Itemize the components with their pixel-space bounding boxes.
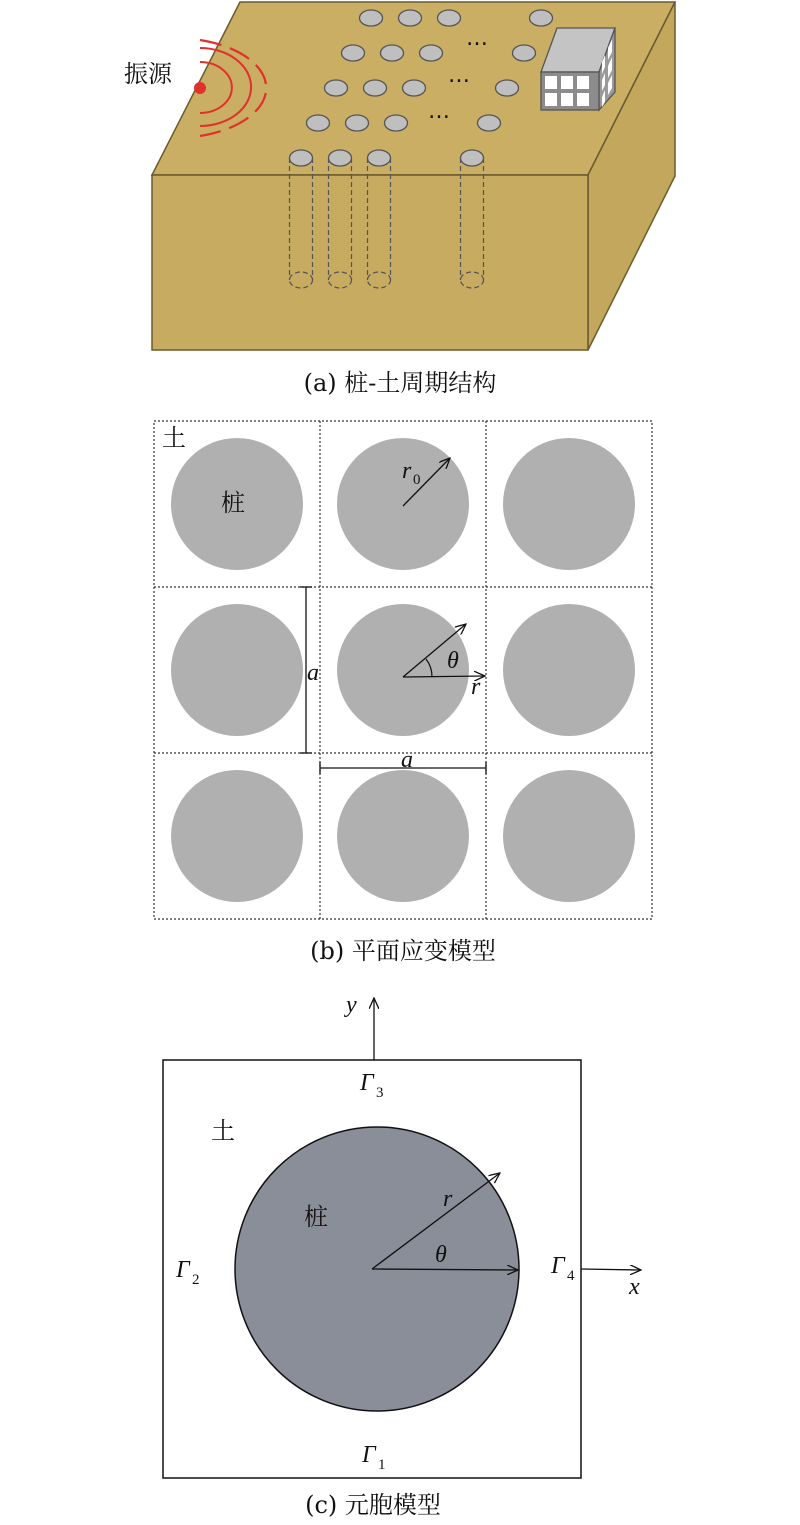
pile-top [420,45,443,61]
panel-c [163,992,641,1519]
source-dot [194,82,206,94]
svg-text:Γ: Γ [551,1253,565,1279]
caption-b: (b) 平面应变模型 [310,937,496,965]
pile-top [368,150,391,166]
ellipsis: … [466,26,488,51]
soil-block-front [152,175,588,350]
pile-top [399,10,422,26]
pile-top [342,45,365,61]
svg-text:Γ: Γ [360,1070,374,1096]
pile-top [496,80,519,96]
r-label-b: r [471,674,481,700]
pile-top [385,115,408,131]
panel-b [154,421,652,965]
pile-top [364,80,387,96]
pile-circle [503,770,635,902]
soil-label-c: 土 [211,1117,235,1145]
pile-top [461,150,484,166]
pile-top [346,115,369,131]
svg-text:2: 2 [192,1272,200,1288]
pile-top [530,10,553,26]
a-label-vertical: a [307,660,319,686]
source-label: 振源 [124,60,172,88]
soil-label-b: 土 [162,424,186,452]
pile-circle [171,604,303,736]
x-axis-arrow [581,1269,641,1270]
svg-text:Γ: Γ [176,1257,190,1283]
caption-c: (c) 元胞模型 [305,1491,441,1519]
pile-circle [503,438,635,570]
x-axis-label: x [629,1274,640,1300]
pile-top [438,10,461,26]
svg-text:3: 3 [376,1085,384,1101]
building-icon [541,28,615,110]
pile-circle [171,770,303,902]
svg-text:Γ: Γ [362,1442,376,1468]
pile-top [325,80,348,96]
svg-text:1: 1 [378,1457,386,1473]
pile-label-c: 桩 [304,1203,328,1231]
a-label-horizontal: a [401,747,413,773]
ellipsis: … [448,63,470,88]
pile-label-b: 桩 [221,489,245,517]
theta-label-c: θ [435,1242,447,1268]
pile-top [478,115,501,131]
ellipsis: … [428,99,450,124]
pile-top [360,10,383,26]
pile-top [307,115,330,131]
pile-top [513,45,536,61]
r0-label: r [402,458,412,484]
pile-circle [503,604,635,736]
svg-text:4: 4 [567,1268,575,1284]
theta-label-b: θ [447,648,459,674]
pile-top [381,45,404,61]
y-axis-label: y [346,992,357,1018]
pile-top [329,150,352,166]
pile-top [290,150,313,166]
pile-top [403,80,426,96]
pile-circle [337,770,469,902]
r0-subscript: 0 [413,472,421,488]
caption-a: (a) 桩-土周期结构 [303,369,497,397]
panel-a [124,2,675,397]
r-label-c: r [443,1186,453,1212]
